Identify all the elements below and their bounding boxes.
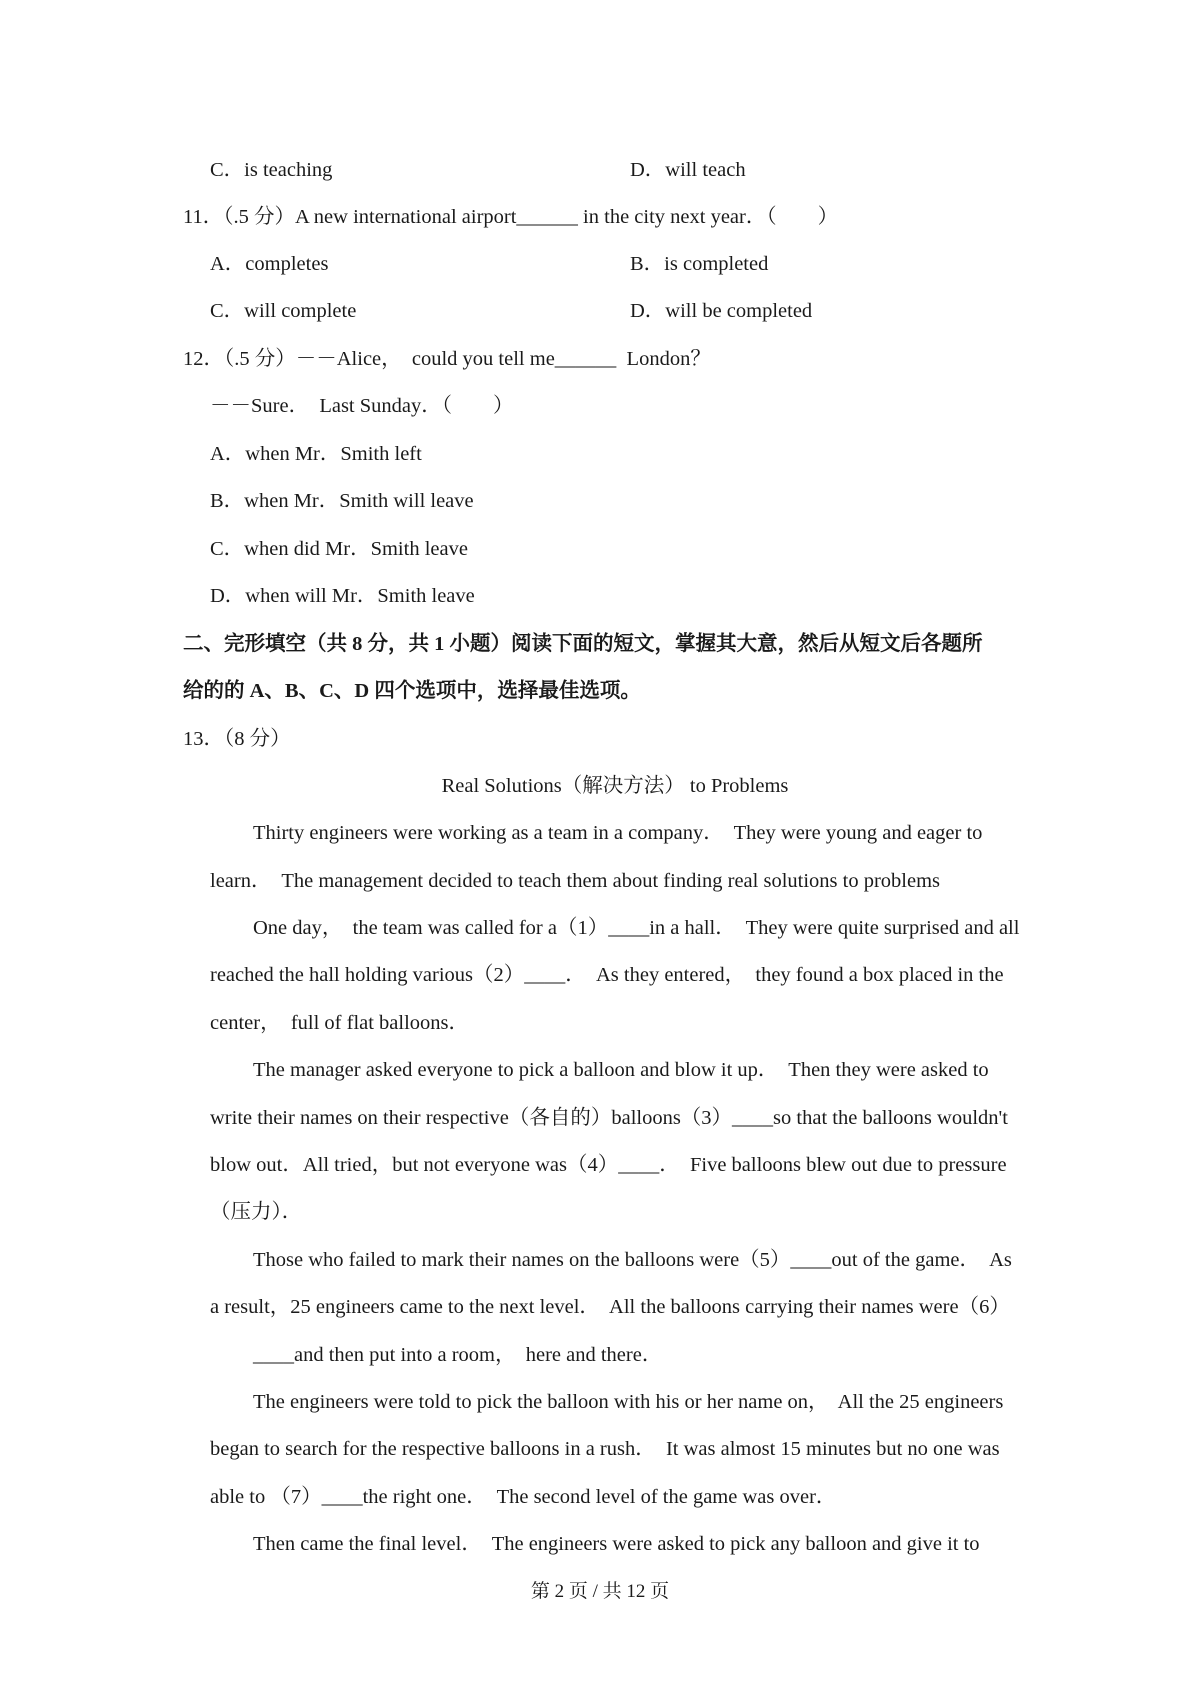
q12-reply: －－Sure． Last Sunday．（ ）	[210, 395, 514, 417]
passage-line: learn． The management decided to teach them about finding real solutions to problems	[210, 870, 941, 892]
passage-line: The manager asked everyone to pick a balloon and blow it up． Then they were asked to	[253, 1059, 989, 1081]
passage-line: reached the hall holding various（2）____． As they entered， they found a box placed in the	[210, 964, 1004, 986]
passage-line: center， full of flat balloons．	[210, 1012, 470, 1034]
passage-line: a result，25 engineers came to the next level． All the balloons carrying their names were（6）	[210, 1296, 1010, 1318]
q12-option-a: A．when Mr．Smith left	[210, 443, 422, 465]
q12-option-b: B．when Mr．Smith will leave	[210, 490, 474, 512]
q12-option-d: D．when will Mr．Smith leave	[210, 585, 475, 607]
section-heading-line-1: 二、完形填空（共 8 分，共 1 小题）阅读下面的短文，掌握其大意，然后从短文后各题所	[183, 633, 983, 655]
q11-option-b: B．is completed	[630, 253, 769, 275]
q10-option-c: C．is teaching	[210, 159, 333, 181]
passage-line: （压力）．	[210, 1201, 303, 1223]
passage-line: write their names on their respective（各自的）balloons（3）____so that the balloons wouldn't	[210, 1107, 1008, 1129]
q11-option-a: A．completes	[210, 253, 329, 275]
q12-stem: 12．（.5 分）－－Alice， could you tell me______ London？	[183, 348, 711, 370]
passage-line: Then came the final level． The engineers were asked to pick any balloon and give it to	[253, 1533, 980, 1555]
q10-option-d: D．will teach	[630, 159, 746, 181]
section-heading-line-2: 给的的 A、B、C、D 四个选项中，选择最佳选项。	[183, 680, 641, 702]
passage-line: able to （7）____the right one． The second level of the game was over．	[210, 1486, 837, 1508]
passage-line: began to search for the respective balloons in a rush． It was almost 15 minutes but no one was	[210, 1438, 1000, 1460]
page-footer: 第 2 页 / 共 12 页	[530, 1581, 670, 1602]
passage-line: ____and then put into a room， here and there．	[253, 1344, 663, 1366]
q12-option-c: C．when did Mr．Smith leave	[210, 538, 468, 560]
passage-line: The engineers were told to pick the balloon with his or her name on， All the 25 engineers	[253, 1391, 1004, 1413]
passage-line: Thirty engineers were working as a team in a company． They were young and eager to	[253, 822, 983, 844]
q11-option-c: C．will complete	[210, 300, 357, 322]
passage-line: Those who failed to mark their names on the balloons were（5）____out of the game． As	[253, 1249, 1012, 1271]
passage-title: Real Solutions（解决方法） to Problems	[441, 775, 789, 797]
q11-stem: 11．（.5 分）A new international airport______ in the city next year．（ ）	[183, 206, 839, 228]
q13-label: 13．（8 分）	[183, 728, 291, 750]
q11-option-d: D．will be completed	[630, 300, 813, 322]
passage-line: One day， the team was called for a（1）____in a hall． They were quite surprised and all	[253, 917, 1020, 939]
passage-line: blow out．All tried，but not everyone was（4）____． Five balloons blew out due to pressure	[210, 1154, 1007, 1176]
